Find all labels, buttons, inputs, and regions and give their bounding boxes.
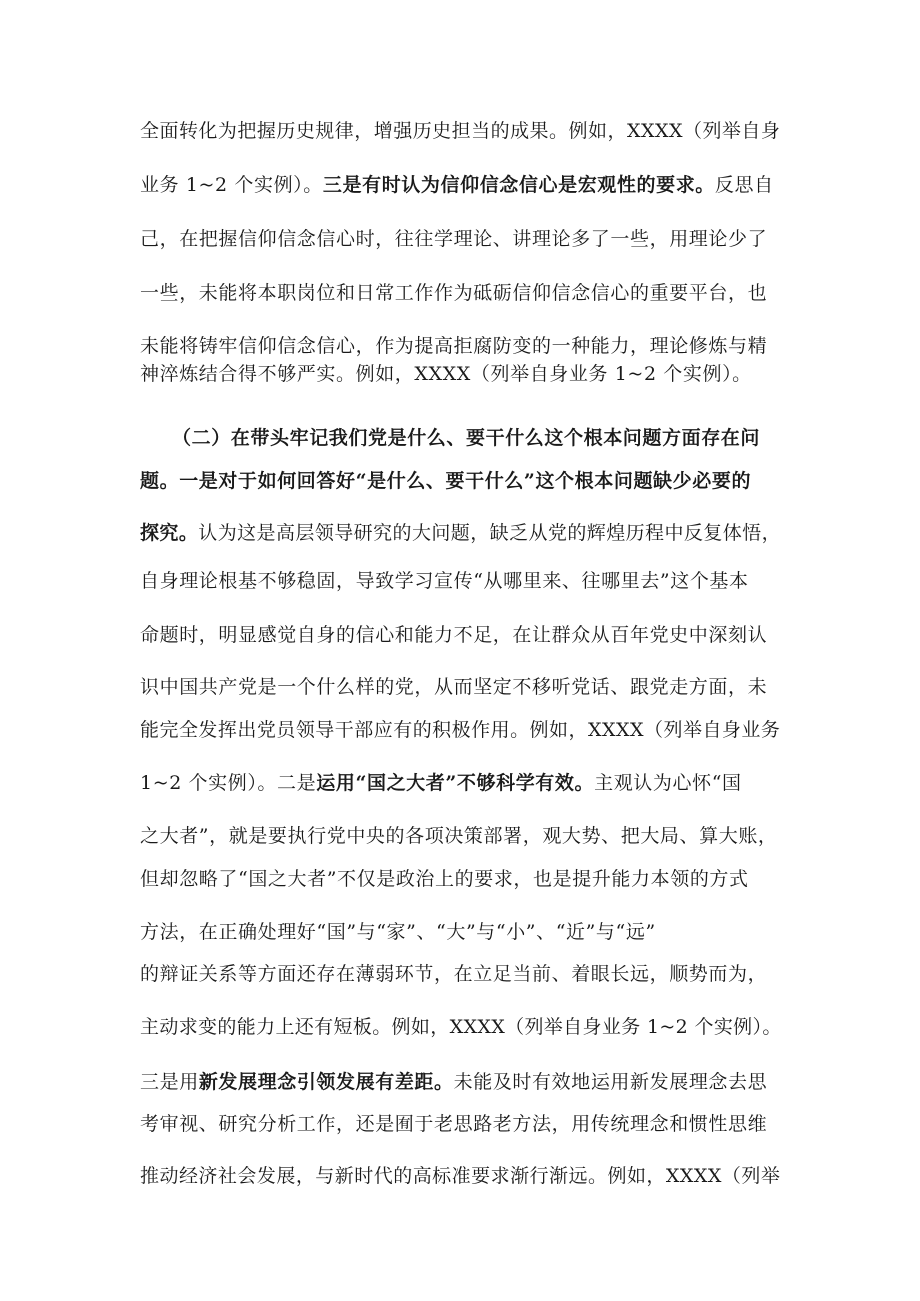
text-segment: 推动经济社会发展，与新时代的高标准要求渐行渐远。例如，XXXX（列举 [140, 1165, 781, 1187]
text-segment: 识中国共产党是一个什么样的党，从而坚定不移听党话、跟党走方面，未 [140, 676, 768, 698]
section-heading: （二）在带头牢记我们党是什么、要干什么这个根本问题方面存在问 [172, 427, 761, 449]
text-line [140, 1068, 780, 1096]
bold-text-segment: 题。一是对于如何回答好“是什么、要干什么”这个根本问题缺少必要的 [140, 470, 752, 492]
text-segment: 主动求变的能力上还有短板。例如，XXXX（列举自身业务 1~2 个实例）。 [140, 1016, 782, 1038]
text-segment: 但却忽略了“国之大者”不仅是政治上的要求，也是提升能力本领的方式 [140, 868, 749, 890]
text-line [140, 822, 780, 850]
text-segment: 己，在把握信仰信念信心时，往往学理论、讲理论多了一些，用理论少了 [140, 228, 768, 250]
text-line [140, 225, 780, 253]
text-line [140, 673, 780, 701]
text-line [140, 332, 780, 360]
text-line [140, 865, 780, 893]
text-segment: 考审视、研究分析工作，还是囿于老思路老方法，用传统理念和惯性思维 [140, 1113, 768, 1135]
text-line [140, 567, 780, 595]
text-segment: 命题时，明显感觉自身的信心和能力不足，在让群众从百年党史中深刻认 [140, 624, 768, 646]
bold-text-segment: 三是有时认为信仰信念信心是宏观性的要求。 [322, 174, 715, 196]
text-segment: 能完全发挥出党员领导干部应有的积极作用。例如，XXXX（列举自身业务 [140, 719, 781, 741]
text-line [140, 960, 780, 988]
section-heading-line [172, 424, 780, 452]
bold-text-segment: 探究。 [140, 522, 199, 544]
text-segment: 1~2 个实例）。二是 [140, 772, 317, 794]
bold-text-segment: 新发展理念引领发展有差距。 [198, 1071, 454, 1093]
text-line [140, 1162, 780, 1190]
text-segment: 自身理论根基不够稳固，导致学习宣传“从哪里来、往哪里去”这个基本 [140, 570, 749, 592]
text-line [140, 360, 780, 388]
text-line [140, 279, 780, 307]
text-segment: 未能及时有效地运用新发展理念去思 [453, 1071, 768, 1093]
text-segment: 一些，未能将本职岗位和日常工作作为砥砺信仰信念信心的重要平台，也 [140, 282, 768, 304]
text-segment: 全面转化为把握历史规律，增强历史担当的成果。例如，XXXX（列举自身 [140, 120, 781, 142]
text-line [140, 117, 780, 145]
text-line [140, 519, 780, 547]
text-line [140, 769, 780, 797]
text-segment: 反思自 [714, 174, 774, 196]
text-segment: 之大者”，就是要执行党中央的各项决策部署，观大势、把大局、算大账， [140, 825, 778, 847]
bold-text-segment: 运用“国之大者”不够科学有效。 [316, 772, 595, 794]
text-segment: 方法，在正确处理好“国”与“家”、“大”与“小”、“近”与“远” [140, 921, 656, 943]
text-segment: 的辩证关系等方面还存在薄弱环节，在立足当前、着眼长远，顺势而为， [140, 963, 768, 985]
text-line [140, 1013, 780, 1041]
text-segment: 未能将铸牢信仰信念信心，作为提高拒腐防变的一种能力，理论修炼与精 [140, 335, 768, 357]
text-segment: 三是用 [140, 1071, 199, 1093]
text-line [140, 467, 780, 495]
text-line [140, 716, 780, 744]
text-line [140, 621, 780, 649]
text-segment: 业务 1~2 个实例）。 [140, 174, 323, 196]
text-line [140, 918, 780, 946]
text-segment: 认为这是高层领导研究的大问题，缺乏从党的辉煌历程中反复体悟， [198, 522, 782, 544]
text-line [140, 171, 780, 199]
text-line [140, 1110, 780, 1138]
text-segment: 主观认为心怀“国 [594, 772, 742, 794]
text-segment: 神淬炼结合得不够严实。例如，XXXX（列举自身业务 1~2 个实例）。 [140, 363, 752, 385]
